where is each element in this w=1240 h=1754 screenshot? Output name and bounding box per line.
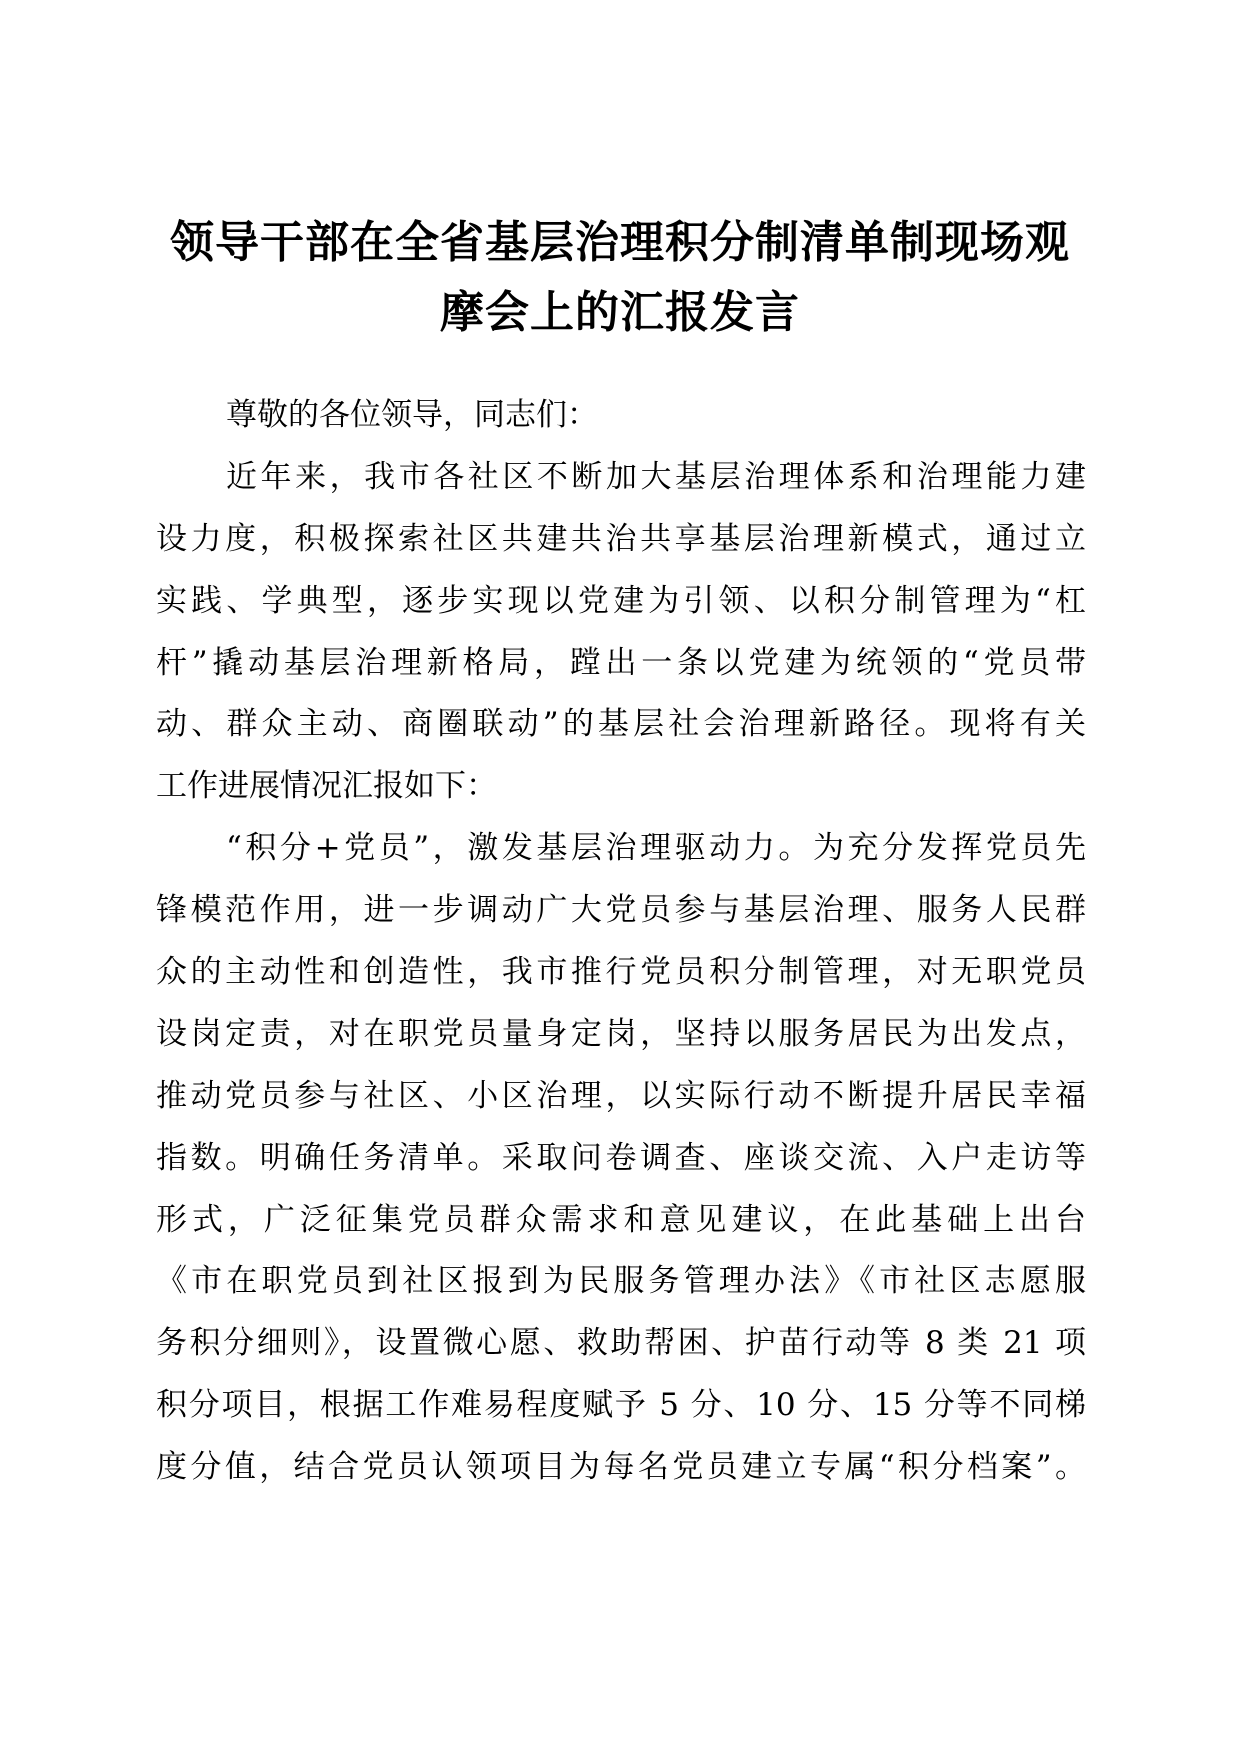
paragraph-2-line: 指数。明确任务清单。采取问卷调查、座谈交流、入户走访等 bbox=[156, 1139, 1086, 1176]
paragraph-2-line: 众的主动性和创造性，我市推行党员积分制管理，对无职党员 bbox=[156, 954, 1086, 991]
paragraph-2-line: 务积分细则》，设置微心愿、救助帮困、护苗行动等 8 类 21 项 bbox=[156, 1325, 1086, 1362]
paragraph-2-line: 《市在职党员到社区报到为民服务管理办法》《市社区志愿服 bbox=[156, 1263, 1086, 1300]
paragraph-2-line: “积分+党员”，激发基层治理驱动力。为充分发挥党员先 bbox=[226, 830, 1086, 867]
paragraph-2-line: 设岗定责，对在职党员量身定岗，坚持以服务居民为出发点， bbox=[156, 1015, 1086, 1052]
title-line-1: 领导干部在全省基层治理积分制清单制现场观 bbox=[170, 217, 1070, 268]
document-body bbox=[156, 385, 1086, 1499]
paragraph-1-line: 动、群众主动、商圈联动”的基层社会治理新路径。现将有关 bbox=[156, 706, 1086, 743]
paragraph-2-line: 度分值，结合党员认领项目为每名党员建立专属“积分档案”。 bbox=[156, 1449, 1086, 1486]
title-line-2: 摩会上的汇报发言 bbox=[440, 287, 800, 338]
paragraph-1-line: 工作进展情况汇报如下： bbox=[156, 768, 497, 805]
paragraph-1-line: 杆”撬动基层治理新格局，蹚出一条以党建为统领的“党员带 bbox=[156, 644, 1086, 681]
paragraph-1-line: 实践、学典型，逐步实现以党建为引领、以积分制管理为“杠 bbox=[156, 582, 1086, 619]
paragraph-2-line: 推动党员参与社区、小区治理，以实际行动不断提升居民幸福 bbox=[156, 1077, 1086, 1114]
salutation: 尊敬的各位领导，同志们： bbox=[226, 397, 598, 433]
paragraph-2-line: 锋模范作用，进一步调动广大党员参与基层治理、服务人民群 bbox=[156, 892, 1086, 929]
paragraph-1-line: 设力度，积极探索社区共建共治共享基层治理新模式，通过立 bbox=[156, 520, 1086, 557]
paragraph-2-line: 积分项目，根据工作难易程度赋予 5 分、10 分、15 分等不同梯 bbox=[156, 1387, 1086, 1424]
paragraph-2-line: 形式，广泛征集党员群众需求和意见建议，在此基础上出台 bbox=[156, 1201, 1086, 1238]
document-title bbox=[150, 208, 1090, 348]
paragraph-1-line: 近年来，我市各社区不断加大基层治理体系和治理能力建 bbox=[226, 458, 1086, 495]
